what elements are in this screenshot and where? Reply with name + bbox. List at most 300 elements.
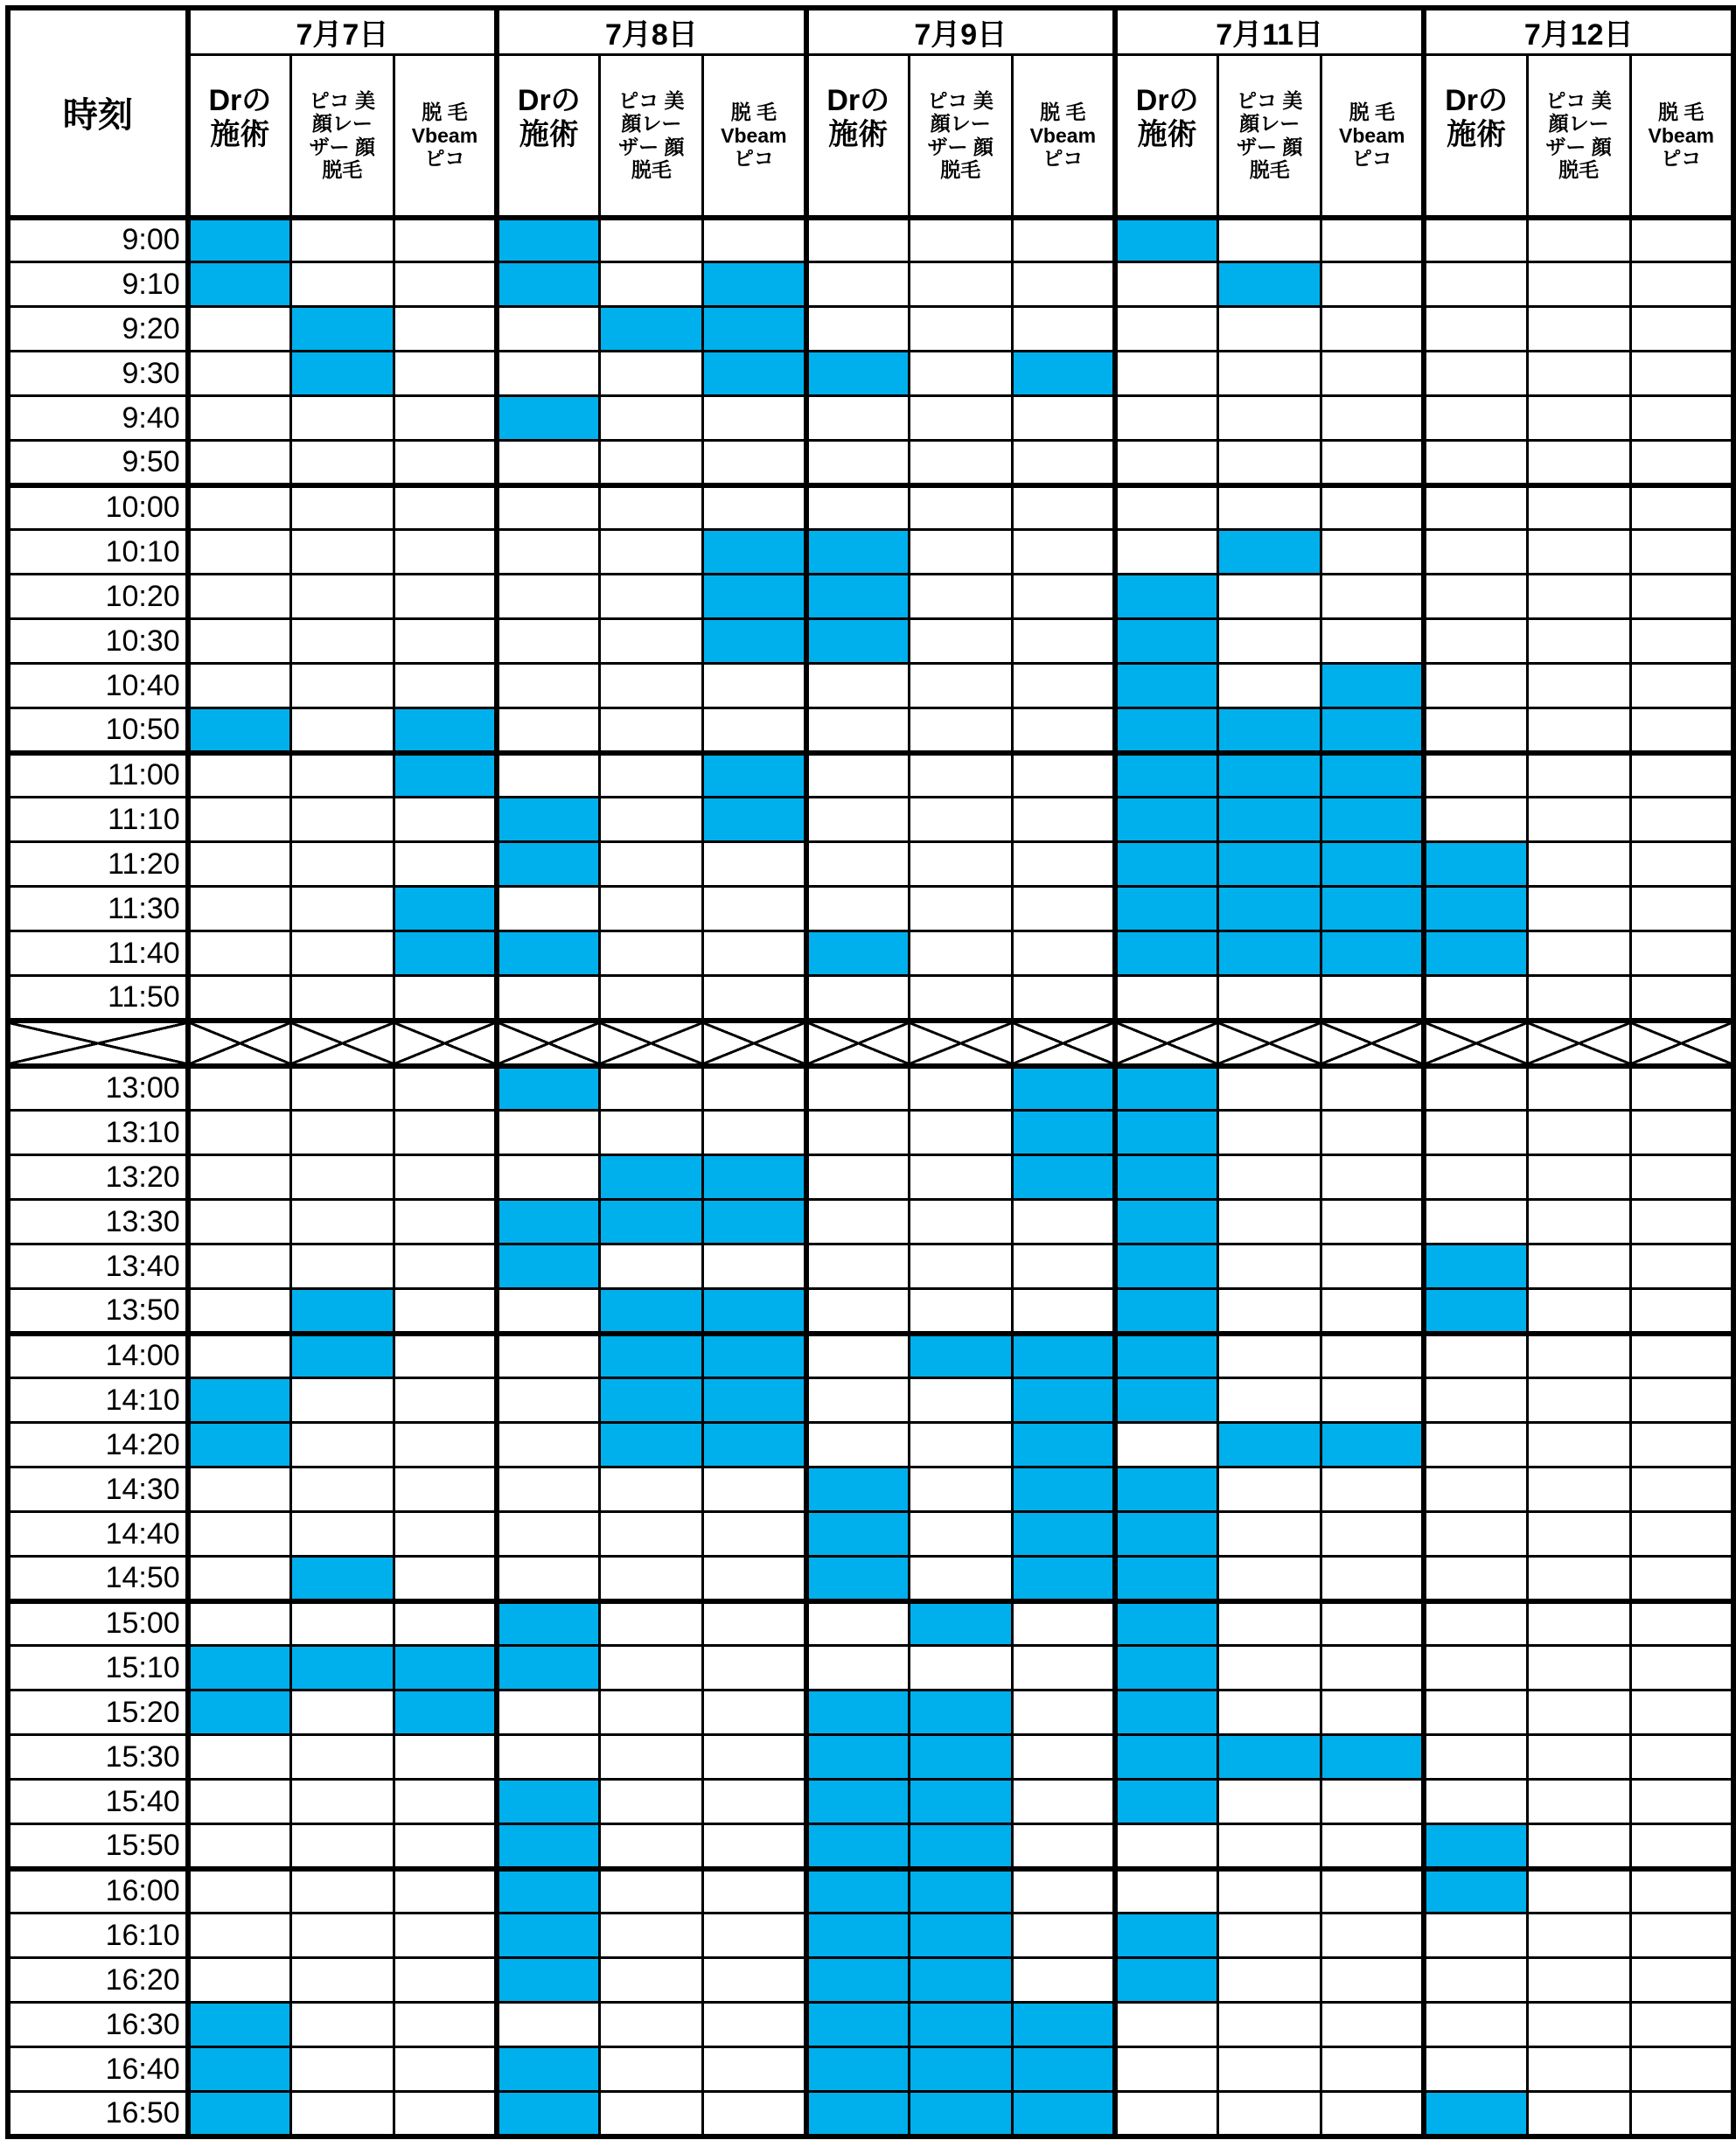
open-slot[interactable] — [1527, 441, 1630, 485]
open-slot[interactable] — [1321, 575, 1425, 619]
open-slot[interactable] — [600, 664, 703, 708]
open-slot[interactable] — [394, 1423, 497, 1467]
open-slot[interactable] — [806, 753, 910, 798]
open-slot[interactable] — [291, 753, 394, 798]
open-slot[interactable] — [1527, 1244, 1630, 1289]
open-slot[interactable] — [703, 1467, 806, 1512]
open-slot[interactable] — [1630, 530, 1733, 575]
open-slot[interactable] — [1424, 396, 1527, 441]
open-slot[interactable] — [1321, 1066, 1425, 1111]
open-slot[interactable] — [1630, 1869, 1733, 1914]
booked-slot[interactable] — [1012, 1155, 1115, 1200]
booked-slot[interactable] — [703, 352, 806, 396]
open-slot[interactable] — [1115, 352, 1218, 396]
booked-slot[interactable] — [600, 307, 703, 352]
open-slot[interactable] — [1630, 1378, 1733, 1423]
open-slot[interactable] — [497, 1334, 600, 1378]
booked-slot[interactable] — [1012, 352, 1115, 396]
booked-slot[interactable] — [1115, 1735, 1218, 1780]
open-slot[interactable] — [909, 218, 1012, 262]
open-slot[interactable] — [703, 2003, 806, 2047]
open-slot[interactable] — [1424, 1914, 1527, 1958]
booked-slot[interactable] — [394, 887, 497, 931]
open-slot[interactable] — [1424, 619, 1527, 664]
open-slot[interactable] — [1321, 1512, 1425, 1557]
open-slot[interactable] — [909, 1512, 1012, 1557]
open-slot[interactable] — [1218, 1824, 1321, 1869]
open-slot[interactable] — [1630, 1155, 1733, 1200]
open-slot[interactable] — [1012, 1646, 1115, 1690]
open-slot[interactable] — [188, 931, 291, 976]
booked-slot[interactable] — [806, 1958, 910, 2003]
booked-slot[interactable] — [188, 1690, 291, 1735]
booked-slot[interactable] — [394, 1646, 497, 1690]
booked-slot[interactable] — [497, 842, 600, 887]
open-slot[interactable] — [1630, 1244, 1733, 1289]
open-slot[interactable] — [1218, 1512, 1321, 1557]
open-slot[interactable] — [703, 1111, 806, 1155]
open-slot[interactable] — [600, 1735, 703, 1780]
open-slot[interactable] — [1012, 887, 1115, 931]
booked-slot[interactable] — [497, 931, 600, 976]
booked-slot[interactable] — [1115, 1334, 1218, 1378]
open-slot[interactable] — [806, 1200, 910, 1244]
booked-slot[interactable] — [497, 1646, 600, 1690]
open-slot[interactable] — [1630, 1690, 1733, 1735]
open-slot[interactable] — [291, 1244, 394, 1289]
open-slot[interactable] — [1012, 1690, 1115, 1735]
booked-slot[interactable] — [1321, 1423, 1425, 1467]
booked-slot[interactable] — [188, 708, 291, 753]
booked-slot[interactable] — [188, 2003, 291, 2047]
open-slot[interactable] — [1527, 2047, 1630, 2092]
open-slot[interactable] — [1115, 2047, 1218, 2092]
booked-slot[interactable] — [806, 931, 910, 976]
open-slot[interactable] — [188, 396, 291, 441]
open-slot[interactable] — [806, 485, 910, 530]
booked-slot[interactable] — [1012, 1423, 1115, 1467]
open-slot[interactable] — [1424, 798, 1527, 842]
booked-slot[interactable] — [703, 1378, 806, 1423]
open-slot[interactable] — [703, 218, 806, 262]
open-slot[interactable] — [1527, 1378, 1630, 1423]
booked-slot[interactable] — [806, 2003, 910, 2047]
open-slot[interactable] — [1012, 1200, 1115, 1244]
open-slot[interactable] — [1424, 1690, 1527, 1735]
open-slot[interactable] — [394, 1066, 497, 1111]
open-slot[interactable] — [600, 1557, 703, 1601]
booked-slot[interactable] — [703, 530, 806, 575]
open-slot[interactable] — [1527, 1066, 1630, 1111]
open-slot[interactable] — [600, 1914, 703, 1958]
open-slot[interactable] — [1630, 798, 1733, 842]
open-slot[interactable] — [1630, 2003, 1733, 2047]
open-slot[interactable] — [1424, 485, 1527, 530]
open-slot[interactable] — [188, 619, 291, 664]
open-slot[interactable] — [909, 1200, 1012, 1244]
open-slot[interactable] — [1218, 1289, 1321, 1334]
booked-slot[interactable] — [1218, 262, 1321, 307]
open-slot[interactable] — [1218, 2092, 1321, 2137]
open-slot[interactable] — [1424, 664, 1527, 708]
open-slot[interactable] — [291, 1780, 394, 1824]
open-slot[interactable] — [1321, 1690, 1425, 1735]
open-slot[interactable] — [1321, 1289, 1425, 1334]
open-slot[interactable] — [1218, 1378, 1321, 1423]
booked-slot[interactable] — [1012, 1066, 1115, 1111]
open-slot[interactable] — [1321, 218, 1425, 262]
open-slot[interactable] — [1424, 753, 1527, 798]
booked-slot[interactable] — [600, 1334, 703, 1378]
open-slot[interactable] — [1321, 1378, 1425, 1423]
open-slot[interactable] — [1527, 2092, 1630, 2137]
open-slot[interactable] — [600, 753, 703, 798]
open-slot[interactable] — [291, 1111, 394, 1155]
open-slot[interactable] — [1012, 1735, 1115, 1780]
open-slot[interactable] — [1321, 1646, 1425, 1690]
open-slot[interactable] — [1630, 1780, 1733, 1824]
open-slot[interactable] — [1424, 2047, 1527, 2092]
booked-slot[interactable] — [1012, 2003, 1115, 2047]
open-slot[interactable] — [600, 575, 703, 619]
booked-slot[interactable] — [1115, 708, 1218, 753]
booked-slot[interactable] — [806, 352, 910, 396]
booked-slot[interactable] — [703, 1289, 806, 1334]
booked-slot[interactable] — [806, 619, 910, 664]
open-slot[interactable] — [188, 485, 291, 530]
open-slot[interactable] — [600, 1512, 703, 1557]
open-slot[interactable] — [600, 1690, 703, 1735]
open-slot[interactable] — [1630, 218, 1733, 262]
booked-slot[interactable] — [806, 1780, 910, 1824]
open-slot[interactable] — [600, 1244, 703, 1289]
open-slot[interactable] — [600, 619, 703, 664]
open-slot[interactable] — [1218, 1869, 1321, 1914]
booked-slot[interactable] — [497, 1200, 600, 1244]
open-slot[interactable] — [497, 307, 600, 352]
booked-slot[interactable] — [600, 1200, 703, 1244]
booked-slot[interactable] — [188, 2092, 291, 2137]
open-slot[interactable] — [1630, 1111, 1733, 1155]
open-slot[interactable] — [806, 887, 910, 931]
open-slot[interactable] — [1424, 1735, 1527, 1780]
booked-slot[interactable] — [909, 1869, 1012, 1914]
open-slot[interactable] — [1527, 1200, 1630, 1244]
open-slot[interactable] — [394, 396, 497, 441]
booked-slot[interactable] — [1321, 753, 1425, 798]
open-slot[interactable] — [1012, 575, 1115, 619]
open-slot[interactable] — [291, 931, 394, 976]
booked-slot[interactable] — [1115, 842, 1218, 887]
open-slot[interactable] — [600, 976, 703, 1021]
booked-slot[interactable] — [909, 1735, 1012, 1780]
open-slot[interactable] — [1218, 2047, 1321, 2092]
booked-slot[interactable] — [188, 1423, 291, 1467]
open-slot[interactable] — [1527, 931, 1630, 976]
open-slot[interactable] — [1424, 1958, 1527, 2003]
open-slot[interactable] — [291, 842, 394, 887]
open-slot[interactable] — [394, 2003, 497, 2047]
open-slot[interactable] — [1012, 1914, 1115, 1958]
booked-slot[interactable] — [497, 1914, 600, 1958]
open-slot[interactable] — [909, 441, 1012, 485]
open-slot[interactable] — [394, 1467, 497, 1512]
booked-slot[interactable] — [1012, 1557, 1115, 1601]
open-slot[interactable] — [497, 575, 600, 619]
open-slot[interactable] — [188, 1958, 291, 2003]
open-slot[interactable] — [1012, 708, 1115, 753]
open-slot[interactable] — [703, 1914, 806, 1958]
open-slot[interactable] — [394, 1289, 497, 1334]
open-slot[interactable] — [1424, 1467, 1527, 1512]
open-slot[interactable] — [188, 753, 291, 798]
open-slot[interactable] — [1321, 2047, 1425, 2092]
open-slot[interactable] — [909, 1244, 1012, 1289]
open-slot[interactable] — [703, 931, 806, 976]
booked-slot[interactable] — [806, 1557, 910, 1601]
open-slot[interactable] — [703, 1066, 806, 1111]
open-slot[interactable] — [1630, 262, 1733, 307]
open-slot[interactable] — [1527, 1690, 1630, 1735]
open-slot[interactable] — [1218, 1914, 1321, 1958]
booked-slot[interactable] — [909, 1958, 1012, 2003]
open-slot[interactable] — [1321, 1914, 1425, 1958]
booked-slot[interactable] — [1115, 1914, 1218, 1958]
booked-slot[interactable] — [1424, 842, 1527, 887]
open-slot[interactable] — [188, 887, 291, 931]
open-slot[interactable] — [1630, 396, 1733, 441]
open-slot[interactable] — [1424, 976, 1527, 1021]
open-slot[interactable] — [909, 708, 1012, 753]
open-slot[interactable] — [1630, 887, 1733, 931]
open-slot[interactable] — [600, 1601, 703, 1646]
open-slot[interactable] — [1321, 1869, 1425, 1914]
open-slot[interactable] — [291, 1601, 394, 1646]
open-slot[interactable] — [1630, 1646, 1733, 1690]
open-slot[interactable] — [703, 2047, 806, 2092]
open-slot[interactable] — [291, 798, 394, 842]
open-slot[interactable] — [909, 798, 1012, 842]
booked-slot[interactable] — [1012, 1512, 1115, 1557]
booked-slot[interactable] — [909, 1824, 1012, 1869]
booked-slot[interactable] — [909, 1780, 1012, 1824]
open-slot[interactable] — [600, 887, 703, 931]
booked-slot[interactable] — [497, 1824, 600, 1869]
booked-slot[interactable] — [1115, 1646, 1218, 1690]
booked-slot[interactable] — [909, 2003, 1012, 2047]
open-slot[interactable] — [1527, 575, 1630, 619]
open-slot[interactable] — [1527, 664, 1630, 708]
open-slot[interactable] — [1321, 2003, 1425, 2047]
open-slot[interactable] — [1012, 1244, 1115, 1289]
open-slot[interactable] — [909, 485, 1012, 530]
open-slot[interactable] — [1012, 664, 1115, 708]
booked-slot[interactable] — [1115, 619, 1218, 664]
open-slot[interactable] — [188, 1824, 291, 1869]
open-slot[interactable] — [188, 307, 291, 352]
open-slot[interactable] — [1527, 1334, 1630, 1378]
open-slot[interactable] — [1321, 1111, 1425, 1155]
booked-slot[interactable] — [1115, 1690, 1218, 1735]
open-slot[interactable] — [1115, 441, 1218, 485]
booked-slot[interactable] — [1218, 753, 1321, 798]
open-slot[interactable] — [1424, 1601, 1527, 1646]
open-slot[interactable] — [1012, 307, 1115, 352]
booked-slot[interactable] — [1012, 1111, 1115, 1155]
open-slot[interactable] — [497, 708, 600, 753]
open-slot[interactable] — [1012, 530, 1115, 575]
open-slot[interactable] — [909, 1111, 1012, 1155]
open-slot[interactable] — [394, 976, 497, 1021]
open-slot[interactable] — [188, 1735, 291, 1780]
open-slot[interactable] — [188, 352, 291, 396]
open-slot[interactable] — [291, 1378, 394, 1423]
open-slot[interactable] — [1321, 485, 1425, 530]
booked-slot[interactable] — [806, 1690, 910, 1735]
open-slot[interactable] — [1424, 1200, 1527, 1244]
open-slot[interactable] — [394, 619, 497, 664]
open-slot[interactable] — [909, 575, 1012, 619]
open-slot[interactable] — [806, 307, 910, 352]
booked-slot[interactable] — [1424, 1244, 1527, 1289]
open-slot[interactable] — [1218, 575, 1321, 619]
open-slot[interactable] — [703, 485, 806, 530]
open-slot[interactable] — [1527, 708, 1630, 753]
open-slot[interactable] — [806, 1378, 910, 1423]
open-slot[interactable] — [1218, 1646, 1321, 1690]
open-slot[interactable] — [703, 2092, 806, 2137]
open-slot[interactable] — [291, 1869, 394, 1914]
booked-slot[interactable] — [1115, 1512, 1218, 1557]
open-slot[interactable] — [188, 1512, 291, 1557]
open-slot[interactable] — [1115, 530, 1218, 575]
open-slot[interactable] — [497, 1111, 600, 1155]
open-slot[interactable] — [1424, 441, 1527, 485]
open-slot[interactable] — [188, 1780, 291, 1824]
booked-slot[interactable] — [394, 931, 497, 976]
open-slot[interactable] — [1527, 1155, 1630, 1200]
open-slot[interactable] — [497, 664, 600, 708]
open-slot[interactable] — [1218, 352, 1321, 396]
open-slot[interactable] — [1321, 1200, 1425, 1244]
open-slot[interactable] — [394, 798, 497, 842]
open-slot[interactable] — [394, 2047, 497, 2092]
booked-slot[interactable] — [1424, 931, 1527, 976]
open-slot[interactable] — [291, 1155, 394, 1200]
open-slot[interactable] — [600, 1066, 703, 1111]
open-slot[interactable] — [1424, 307, 1527, 352]
open-slot[interactable] — [1012, 619, 1115, 664]
open-slot[interactable] — [1424, 1780, 1527, 1824]
open-slot[interactable] — [1012, 1601, 1115, 1646]
open-slot[interactable] — [291, 708, 394, 753]
open-slot[interactable] — [1630, 1423, 1733, 1467]
booked-slot[interactable] — [497, 218, 600, 262]
open-slot[interactable] — [600, 530, 703, 575]
open-slot[interactable] — [806, 1244, 910, 1289]
open-slot[interactable] — [394, 1958, 497, 2003]
open-slot[interactable] — [1218, 1601, 1321, 1646]
booked-slot[interactable] — [394, 753, 497, 798]
booked-slot[interactable] — [909, 1334, 1012, 1378]
open-slot[interactable] — [394, 575, 497, 619]
open-slot[interactable] — [394, 1557, 497, 1601]
open-slot[interactable] — [1115, 262, 1218, 307]
open-slot[interactable] — [703, 1690, 806, 1735]
booked-slot[interactable] — [291, 1289, 394, 1334]
booked-slot[interactable] — [806, 1512, 910, 1557]
booked-slot[interactable] — [1218, 1423, 1321, 1467]
open-slot[interactable] — [1218, 1200, 1321, 1244]
open-slot[interactable] — [1218, 218, 1321, 262]
open-slot[interactable] — [1424, 1423, 1527, 1467]
booked-slot[interactable] — [703, 1334, 806, 1378]
booked-slot[interactable] — [1115, 1780, 1218, 1824]
open-slot[interactable] — [909, 842, 1012, 887]
booked-slot[interactable] — [909, 2047, 1012, 2092]
booked-slot[interactable] — [1218, 530, 1321, 575]
open-slot[interactable] — [806, 1423, 910, 1467]
booked-slot[interactable] — [600, 1378, 703, 1423]
open-slot[interactable] — [291, 1200, 394, 1244]
open-slot[interactable] — [188, 1111, 291, 1155]
open-slot[interactable] — [188, 1601, 291, 1646]
booked-slot[interactable] — [703, 753, 806, 798]
open-slot[interactable] — [1012, 1289, 1115, 1334]
open-slot[interactable] — [291, 575, 394, 619]
open-slot[interactable] — [291, 1914, 394, 1958]
open-slot[interactable] — [188, 1914, 291, 1958]
open-slot[interactable] — [703, 1958, 806, 2003]
open-slot[interactable] — [497, 1423, 600, 1467]
open-slot[interactable] — [703, 441, 806, 485]
booked-slot[interactable] — [909, 1914, 1012, 1958]
open-slot[interactable] — [1115, 1869, 1218, 1914]
open-slot[interactable] — [394, 1735, 497, 1780]
open-slot[interactable] — [909, 1289, 1012, 1334]
booked-slot[interactable] — [1115, 1111, 1218, 1155]
booked-slot[interactable] — [1115, 1467, 1218, 1512]
booked-slot[interactable] — [497, 1066, 600, 1111]
open-slot[interactable] — [1630, 708, 1733, 753]
open-slot[interactable] — [497, 1155, 600, 1200]
open-slot[interactable] — [806, 1601, 910, 1646]
booked-slot[interactable] — [497, 262, 600, 307]
open-slot[interactable] — [1321, 2092, 1425, 2137]
open-slot[interactable] — [394, 441, 497, 485]
open-slot[interactable] — [394, 530, 497, 575]
open-slot[interactable] — [1115, 485, 1218, 530]
booked-slot[interactable] — [1115, 1557, 1218, 1601]
open-slot[interactable] — [1321, 307, 1425, 352]
open-slot[interactable] — [497, 1557, 600, 1601]
booked-slot[interactable] — [1012, 2092, 1115, 2137]
open-slot[interactable] — [600, 1467, 703, 1512]
booked-slot[interactable] — [1115, 887, 1218, 931]
booked-slot[interactable] — [1424, 887, 1527, 931]
booked-slot[interactable] — [909, 2092, 1012, 2137]
open-slot[interactable] — [1527, 1601, 1630, 1646]
booked-slot[interactable] — [1115, 1958, 1218, 2003]
open-slot[interactable] — [291, 1958, 394, 2003]
open-slot[interactable] — [1218, 1780, 1321, 1824]
booked-slot[interactable] — [703, 619, 806, 664]
open-slot[interactable] — [1218, 485, 1321, 530]
open-slot[interactable] — [806, 1066, 910, 1111]
open-slot[interactable] — [703, 1780, 806, 1824]
open-slot[interactable] — [291, 530, 394, 575]
open-slot[interactable] — [188, 842, 291, 887]
